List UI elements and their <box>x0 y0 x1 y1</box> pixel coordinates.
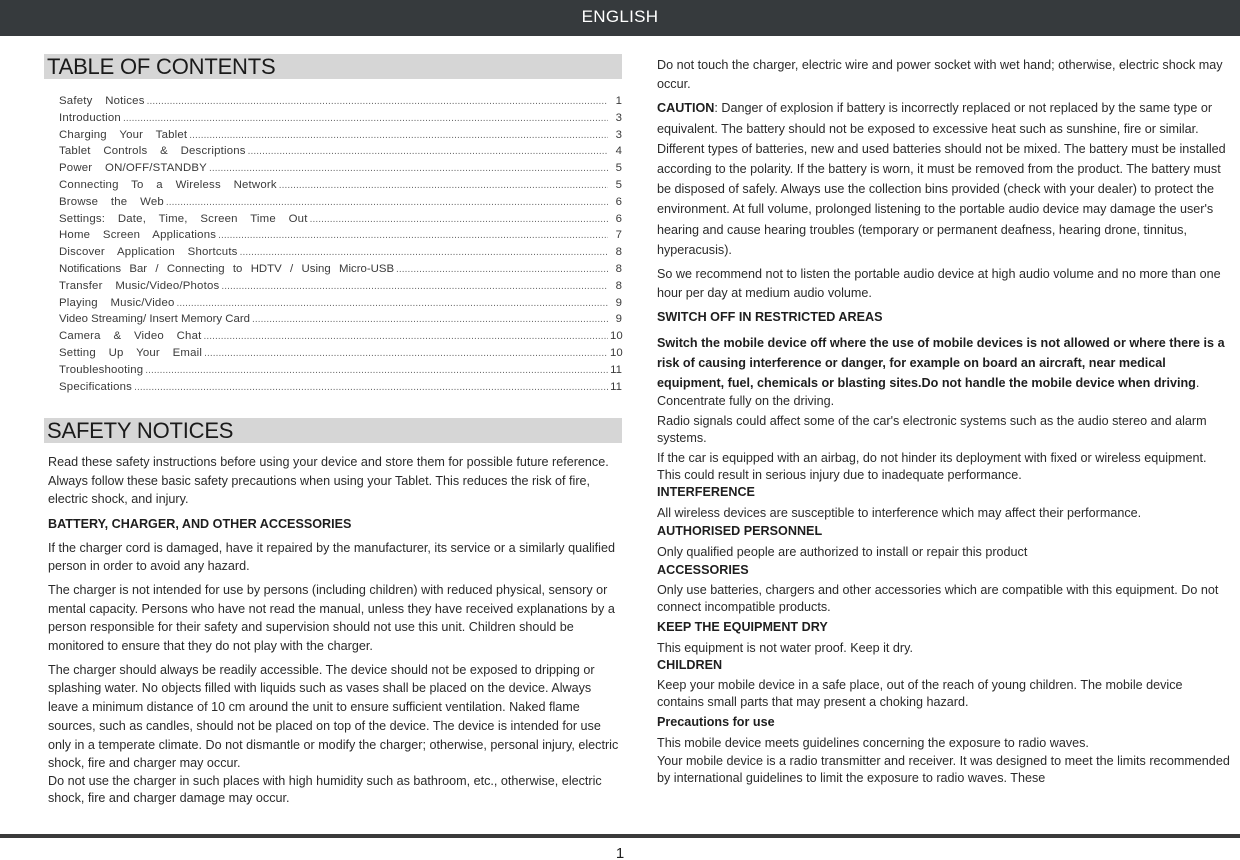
precautions-heading: Precautions for use <box>657 715 775 730</box>
toc-entry[interactable] <box>59 381 622 398</box>
toc-leader-dots <box>209 163 608 174</box>
toc-leader-dots <box>252 314 608 325</box>
language-label: ENGLISH <box>581 7 659 26</box>
toc-entry-page: 7 <box>615 229 622 242</box>
precautions-paragraph-2: Your mobile device is a radio transmitter and receiver. It was designed to meet the limits recommended by international guidelines to limit the exposure to radio waves. These <box>657 753 1230 785</box>
toc-entry-page: 10 <box>610 330 623 343</box>
toc-entry-title: Safety Notices <box>59 95 145 107</box>
dry-text: This equipment is not water proof. Keep it dry. <box>657 640 913 655</box>
toc-entry-page: 6 <box>615 212 622 225</box>
restricted-areas-heading: SWITCH OFF IN RESTRICTED AREAS <box>657 310 883 325</box>
battery-paragraph-1: If the charger cord is damaged, have it repaired by the manufacturer, its service or a similarly qualified person in order to avoid any hazard. <box>48 540 615 574</box>
accessories-text: Only use batteries, chargers and other accessories which are compatible with this equipment. Do not connect incompatible products. <box>657 582 1219 614</box>
toc-entry-page: 8 <box>615 279 622 292</box>
left-column <box>44 54 622 807</box>
airbag-text: If the car is equipped with an airbag, do not hinder its deployment with fixed or wireless equipment. This could result in serious injury due to inadequate performance. <box>657 451 1207 483</box>
footer-divider <box>0 834 1240 838</box>
toc-leader-dots <box>123 113 608 124</box>
toc-leader-dots <box>279 180 608 191</box>
caution-label: CAUTION <box>657 101 715 116</box>
interference-text: All wireless devices are susceptible to interference which may affect their performance. <box>657 506 1142 521</box>
right-column <box>657 56 1232 787</box>
toc-entry[interactable] <box>59 347 622 364</box>
toc-entry-title: Charging Your Tablet <box>59 128 188 141</box>
toc-entry[interactable] <box>59 145 622 162</box>
toc-entry[interactable] <box>59 313 622 330</box>
toc-entry-page: 5 <box>615 162 622 175</box>
toc-leader-dots <box>189 130 608 141</box>
battery-paragraph-2: The charger is not intended for use by persons (including children) with reduced physical, sensory or mental capacity. Persons who have not read the manual, unless they have received explanations by a person responsible for their safety and supervision should not use this unit. Children should be monitored to ensure that they do not play with the charger. <box>48 582 615 654</box>
toc-leader-dots <box>204 331 609 342</box>
toc-entry-page: 11 <box>610 363 622 376</box>
safety-notices-heading: SAFETY NOTICES <box>44 418 622 443</box>
toc-leader-dots <box>240 247 608 258</box>
radio-signals-text: Radio signals could affect some of the car's electronic systems such as the audio stereo and alarm systems. <box>657 414 1207 446</box>
toc-entry-page: 9 <box>615 296 622 309</box>
battery-paragraph-3: The charger should always be readily accessible. The device should not be exposed to dripping or splashing water. No objects filled with liquids such as vases shall be placed on the device. Always leave a minimum distance of 10 cm around the unit to ensure sufficient ventilation. Naked flame sources, such as candles, should not be placed on top of the device. The device is intended for use only in a temperate climate. Do not dismantle or modify the charger; otherwise, personal injury, electric shock, fire and charger may occur. <box>48 662 619 771</box>
caution-text: : Danger of explosion if battery is incorrectly replaced or not replaced by the same type or equivalent. The battery should not be exposed to excessive heat such as sunshine, fire or similar. Different types of batteries, new and used batteries should not be mixed. The battery must be installed according to the polarity. If the battery is worn, it must be removed from the product. The battery must be disposed of safely. Always use the collection bins provided (check with your dealer) to protect the environment. At full volume, prolonged listening to the portable audio device may damage the user's hearing and cause hearing troubles (temporary or permanent deafness, hearing drone, tinnitus, hyperacusis). <box>657 101 1226 257</box>
toc-entry-page: 10 <box>610 346 623 359</box>
toc-entry[interactable] <box>59 330 622 347</box>
toc-heading: TABLE OF CONTENTS <box>44 54 622 79</box>
caution-paragraph <box>657 98 1232 260</box>
toc-entry[interactable] <box>59 297 622 314</box>
toc-leader-dots <box>134 382 608 393</box>
toc-leader-dots <box>147 96 608 107</box>
recommend-paragraph: So we recommend not to listen the portable audio device at high audio volume and no more than one hour per day at medium audio volume. <box>657 267 1221 300</box>
toc-entry-page: 8 <box>615 262 622 275</box>
toc-entry[interactable] <box>59 196 622 213</box>
children-text: Keep your mobile device in a safe place, out of the reach of young children. The mobile device contains small parts that may present a choking hazard. <box>657 678 1183 710</box>
toc-entry-page: 6 <box>615 195 622 208</box>
toc-entry-page: 9 <box>615 313 622 326</box>
toc-entry-page: 1 <box>615 95 622 107</box>
toc-entry[interactable] <box>59 280 622 297</box>
toc-leader-dots <box>396 264 608 275</box>
toc-leader-dots <box>218 230 608 241</box>
toc-entry-page: 8 <box>615 246 622 259</box>
battery-paragraph-4: Do not use the charger in such places with high humidity such as bathroom, etc., otherwise, electric shock, fire and charger damage may occur. <box>48 773 602 805</box>
touch-warning: Do not touch the charger, electric wire and power socket with wet hand; otherwise, electric shock may occur. <box>657 58 1223 91</box>
toc-entry[interactable] <box>59 364 622 381</box>
toc-entry-title: Video Streaming/ Insert Memory Card <box>59 313 250 326</box>
toc-leader-dots <box>145 365 608 376</box>
toc-entry-title: Notifications Bar / Connecting to HDTV / Using Micro-USB <box>59 262 395 275</box>
toc-leader-dots <box>204 348 608 359</box>
toc-leader-dots <box>166 197 608 208</box>
toc-entry[interactable] <box>59 246 622 263</box>
toc-entry[interactable] <box>59 213 622 230</box>
toc-list <box>44 95 622 397</box>
personnel-text: Only qualified people are authorized to install or repair this product <box>657 544 1028 559</box>
safety-intro: Read these safety instructions before using your device and store them for possible future reference. Always follow these basic safety precautions when using your Tablet. This reduces the risk of fire, electric shock, and injury. <box>48 455 609 507</box>
toc-entry[interactable] <box>59 179 622 196</box>
toc-entry-title: Connecting To a Wireless Network <box>59 178 277 191</box>
toc-entry-title: Camera & Video Chat <box>59 330 202 343</box>
toc-entry-title: Troubleshooting <box>59 363 144 376</box>
toc-entry-title: Introduction <box>59 111 121 124</box>
toc-entry-title: Settings: Date, Time, Screen Time Out <box>59 212 308 225</box>
page-number: 1 <box>615 845 625 860</box>
toc-leader-dots <box>177 298 608 309</box>
toc-entry-title: Specifications <box>59 380 133 393</box>
toc-entry[interactable] <box>59 162 622 179</box>
toc-entry-title: Transfer Music/Video/Photos <box>59 279 220 292</box>
toc-entry-title: Power ON/OFF/STANDBY <box>59 162 207 175</box>
toc-entry-page: 5 <box>615 178 622 191</box>
precautions-paragraph-1: This mobile device meets guidelines concerning the exposure to radio waves. <box>657 736 1089 751</box>
toc-entry-title: Home Screen Applications <box>59 229 217 242</box>
children-heading: CHILDREN <box>657 658 723 673</box>
toc-entry-page: 3 <box>615 128 622 141</box>
toc-entry-title: Tablet Controls & Descriptions <box>59 145 246 158</box>
interference-heading: INTERFERENCE <box>657 485 755 500</box>
toc-leader-dots <box>310 214 608 225</box>
language-header-bar <box>0 0 1240 36</box>
toc-entry-title: Playing Music/Video <box>59 296 175 309</box>
personnel-heading: AUTHORISED PERSONNEL <box>657 523 823 538</box>
toc-entry-title: Setting Up Your Email <box>59 346 203 359</box>
toc-leader-dots <box>248 146 608 157</box>
toc-leader-dots <box>221 281 608 292</box>
restricted-areas-text <box>657 333 1232 393</box>
dry-heading: KEEP THE EQUIPMENT DRY <box>657 619 828 634</box>
toc-entry[interactable] <box>59 229 622 246</box>
toc-entry-page: 11 <box>610 380 622 393</box>
toc-entry-page: 3 <box>615 111 622 124</box>
toc-entry-page: 4 <box>615 145 622 158</box>
accessories-heading: ACCESSORIES <box>657 562 749 577</box>
restricted-areas-end: . <box>1195 376 1200 391</box>
toc-entry-title: Browse the Web <box>59 195 164 208</box>
concentrate-text: Concentrate fully on the driving. <box>657 394 835 409</box>
toc-entry[interactable] <box>59 95 622 112</box>
toc-entry[interactable] <box>59 129 622 146</box>
toc-entry[interactable] <box>59 112 622 129</box>
safety-body <box>44 453 622 807</box>
battery-heading: BATTERY, CHARGER, AND OTHER ACCESSORIES <box>48 516 352 531</box>
restricted-areas-bold: Switch the mobile device off where the use of mobile devices is not allowed or where there is a risk of causing interference or danger, for example on board an aircraft, near medical equipment, fuel, chemicals or blasting sites.Do not handle the mobile device when driving <box>657 336 1225 391</box>
toc-entry[interactable] <box>59 263 622 280</box>
toc-entry-title: Discover Application Shortcuts <box>59 246 238 259</box>
